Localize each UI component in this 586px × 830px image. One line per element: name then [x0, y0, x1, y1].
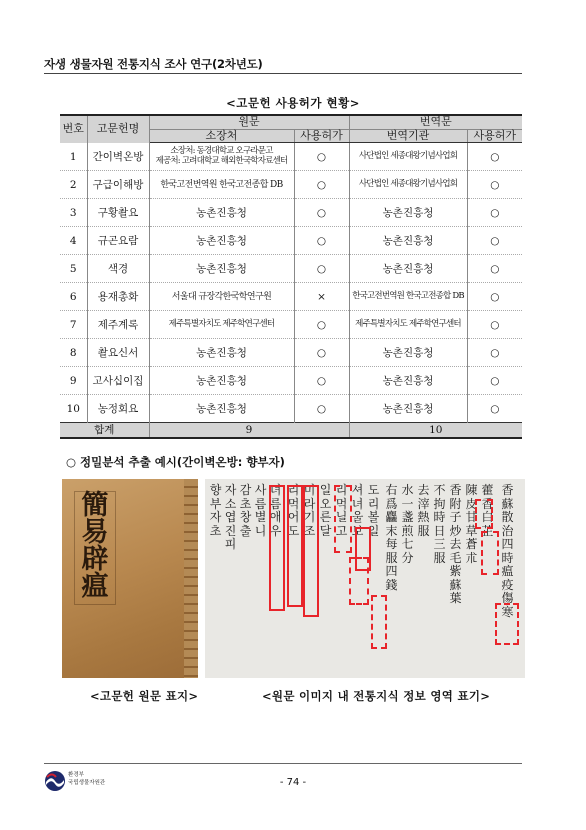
highlight-box-dashed	[481, 531, 499, 575]
header-rule	[44, 73, 522, 74]
text-column: 香附子炒去毛紫蘇葉	[449, 483, 462, 605]
header-permit: 사용허가	[294, 129, 349, 143]
total-original: 9	[149, 423, 349, 439]
row-name: 고사십이집	[87, 367, 149, 395]
row-name: 구황촬요	[87, 199, 149, 227]
highlight-box-dashed	[475, 499, 493, 529]
text-column: 陳皮 甘草 蒼朮	[465, 483, 478, 565]
header-original: 원문	[149, 115, 349, 129]
table-row	[60, 339, 522, 367]
row-name: 색경	[87, 255, 149, 283]
footer-rule	[44, 763, 522, 764]
row-name: 용재총화	[87, 283, 149, 311]
header-holder: 소장처	[149, 129, 294, 143]
row-holder: 농촌진흥청	[149, 199, 294, 227]
running-header: 자생 생물자원 전통지식 조사 연구(2차년도)	[44, 57, 263, 71]
row-translator: 농촌진흥청	[349, 255, 467, 283]
row-name: 제주계록	[87, 311, 149, 339]
header-translation-permit: 사용허가	[467, 129, 522, 143]
highlight-box-dashed	[334, 485, 352, 553]
row-translator: 제주특별자치도 제주학연구센터	[349, 311, 467, 339]
row-translator: 농촌진흥청	[349, 339, 467, 367]
row-name: 규곤요람	[87, 227, 149, 255]
row-no: 5	[60, 255, 87, 283]
row-permit: ×	[294, 283, 349, 311]
row-name: 구급이해방	[87, 171, 149, 199]
row-permit: ○	[294, 143, 349, 171]
cover-title-char: 易	[81, 517, 109, 548]
row-permit: ○	[294, 255, 349, 283]
text-column: 사름별니	[254, 483, 267, 538]
row-no: 3	[60, 199, 87, 227]
row-permit: ○	[294, 227, 349, 255]
row-holder-line: 제공처: 고려대학교 해외한국학자료센터	[155, 155, 288, 166]
row-no: 4	[60, 227, 87, 255]
table-row	[60, 283, 522, 311]
row-holder: 농촌진흥청	[149, 367, 294, 395]
highlight-box-solid	[303, 485, 319, 617]
row-holder: 농촌진흥청	[149, 339, 294, 367]
header-translator: 번역기관	[349, 129, 467, 143]
row-name: 농정회요	[87, 395, 149, 423]
row-translation-permit: ○	[467, 367, 522, 395]
table-row	[60, 199, 522, 227]
section-heading: ○ 정밀분석 추출 예시(간이벽온방: 향부자)	[66, 455, 285, 469]
row-no: 2	[60, 171, 87, 199]
highlight-box-dashed	[495, 603, 519, 645]
page-number: - 74 -	[279, 777, 307, 788]
text-column: 녀름애우	[269, 483, 282, 538]
row-translation-permit: ○	[467, 227, 522, 255]
organization-line: 국립생물자원관	[68, 780, 106, 786]
row-permit: ○	[294, 339, 349, 367]
header-name: 고문헌명	[87, 115, 149, 143]
organization-line: 환경부	[68, 772, 84, 778]
row-translation-permit: ○	[467, 255, 522, 283]
row-holder: 농촌진흥청	[149, 227, 294, 255]
highlight-box-dashed	[371, 595, 387, 649]
cover-title-char: 辟	[81, 544, 109, 575]
row-holder: 서울대 규장각한국학연구원	[149, 283, 294, 311]
row-holder: 제주특별자치도 제주학연구센터	[149, 311, 294, 339]
table-row	[60, 395, 522, 423]
table-row	[60, 171, 522, 199]
text-column: 不拘時日三服	[433, 483, 446, 565]
header-translation: 번역문	[349, 115, 522, 129]
text-column: 자소엽진피	[224, 483, 237, 551]
text-column: 일오른달	[319, 483, 332, 538]
table-caption: <고문헌 사용허가 현황>	[226, 96, 360, 110]
highlight-box-solid	[287, 485, 303, 607]
table-row	[60, 311, 522, 339]
row-no: 6	[60, 283, 87, 311]
cover-title-char: 瘟	[81, 571, 109, 602]
highlight-box-solid	[269, 485, 285, 611]
row-translator: 사단법인 세종대왕기념사업회	[349, 143, 467, 171]
row-permit: ○	[294, 199, 349, 227]
row-translation-permit: ○	[467, 311, 522, 339]
table-row	[60, 227, 522, 255]
text-column: 香蘇散治四時瘟疫傷寒	[501, 483, 514, 619]
text-column: 去滓熱服	[417, 483, 430, 538]
book-cover-photo	[62, 479, 198, 678]
row-no: 9	[60, 367, 87, 395]
total-label: 합계	[60, 423, 149, 439]
text-column: 리먹어도	[287, 483, 300, 538]
cover-caption: <고문헌 원문 표지>	[90, 689, 199, 703]
text-column: 리먹닐고	[335, 483, 348, 538]
header-no: 번호	[60, 115, 87, 143]
row-translation-permit: ○	[467, 395, 522, 423]
row-translator: 한국고전번역원 한국고전종합 DB	[349, 283, 467, 311]
text-column: 셔녀울보	[351, 483, 364, 538]
total-row	[60, 423, 522, 439]
permit-table	[60, 114, 522, 439]
row-translator: 농촌진흥청	[349, 199, 467, 227]
text-column: 감초창출	[239, 483, 252, 538]
row-no: 7	[60, 311, 87, 339]
row-holder-line: 소장처: 동경대학교 오구라문고	[170, 146, 273, 157]
row-permit: ○	[294, 367, 349, 395]
row-permit: ○	[294, 395, 349, 423]
row-holder: 한국고전번역원 한국고전종합 DB	[149, 171, 294, 199]
row-name: 촬요신서	[87, 339, 149, 367]
text-column: 미라기조	[303, 483, 316, 538]
text-column: 水一盞煎七分	[401, 483, 414, 565]
row-translation-permit: ○	[467, 171, 522, 199]
table-row	[60, 255, 522, 283]
table-row	[60, 367, 522, 395]
total-translation: 10	[349, 423, 522, 439]
row-translator: 농촌진흥청	[349, 367, 467, 395]
text-column: 藿香 白芷	[481, 483, 494, 538]
text-column: 도리볼일	[367, 483, 380, 538]
row-translator: 사단법인 세종대왕기념사업회	[349, 171, 467, 199]
row-translator: 농촌진흥청	[349, 227, 467, 255]
cover-title-char: 簡	[81, 490, 109, 521]
row-translator: 농촌진흥청	[349, 395, 467, 423]
row-no: 8	[60, 339, 87, 367]
row-holder	[149, 143, 294, 171]
row-no: 1	[60, 143, 87, 171]
original-text-photo	[205, 479, 525, 678]
table-row	[60, 143, 522, 171]
book-spine-binding	[184, 479, 198, 678]
row-no: 10	[60, 395, 87, 423]
row-name: 간이벽온방	[87, 143, 149, 171]
row-translation-permit: ○	[467, 143, 522, 171]
row-translation-permit: ○	[467, 339, 522, 367]
row-holder: 농촌진흥청	[149, 395, 294, 423]
cover-title-label	[74, 491, 116, 605]
row-translation-permit: ○	[467, 283, 522, 311]
text-column: 右爲麤末每服四錢	[385, 483, 398, 592]
highlight-box-dashed	[349, 557, 369, 605]
row-translation-permit: ○	[467, 199, 522, 227]
row-permit: ○	[294, 171, 349, 199]
row-holder: 농촌진흥청	[149, 255, 294, 283]
text-image-caption: <원문 이미지 내 전통지식 정보 영역 표기>	[262, 689, 491, 703]
row-permit: ○	[294, 311, 349, 339]
text-column: 향부자초	[209, 483, 222, 538]
